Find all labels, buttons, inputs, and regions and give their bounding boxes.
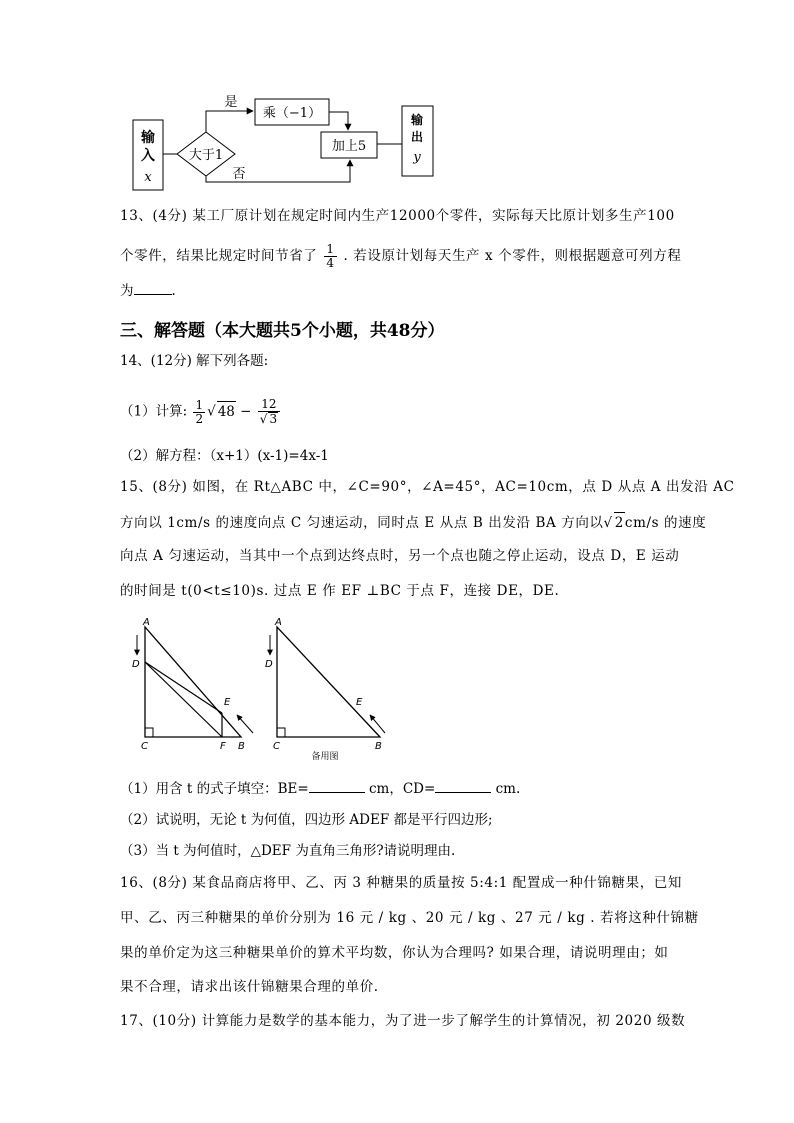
q14-title: 14、(12分) 解下列各题: xyxy=(120,353,269,369)
q14-sqrt3: 3 xyxy=(269,412,278,426)
flowchart-add-text: 加上5 xyxy=(331,139,367,154)
flowchart-output-char2: 出 xyxy=(410,130,424,144)
q15-line2-b: cm/s 的速度 xyxy=(624,515,707,531)
q14-frac-num: 12 xyxy=(258,398,280,412)
flowchart-input-char2: 入 xyxy=(141,148,155,164)
fig2-label-B: B xyxy=(375,741,382,752)
flowchart-input-char1: 输 xyxy=(141,130,155,146)
q14-part1-label: （1）计算: xyxy=(120,403,188,420)
q15-be-blank[interactable] xyxy=(309,792,365,793)
q15-spare-figure xyxy=(265,617,385,762)
q15-cd-blank[interactable] xyxy=(435,792,491,793)
q15-sub1-c: cm. xyxy=(495,781,521,797)
flowchart-output-char1: 输 xyxy=(410,113,424,127)
q14-sqrt48: 48 xyxy=(217,401,236,422)
q13-line3-b: . xyxy=(171,283,176,299)
q14-radical-sign-2: √ xyxy=(259,412,268,426)
q14-half xyxy=(193,399,205,426)
q15-line1: 15、(8分) 如图，在 Rt△ABC 中，∠C=90°，∠A=45°，AC=10cm，点 D 从点 A 出发沿 AC xyxy=(120,479,735,495)
q16-line1: 16、(8分) 某食品商店将甲、乙、丙 3 种糖果的质量按 5:4:1 配置成一种什锦糖果，已知 xyxy=(120,875,683,891)
q13-line2 xyxy=(120,243,681,270)
q15-figures xyxy=(125,615,405,765)
q16-line4: 果不合理，请求出该什锦糖果合理的单价. xyxy=(120,979,379,995)
q15-sqrt2: 2 xyxy=(614,512,625,533)
q13-answer-blank[interactable] xyxy=(134,294,172,295)
q14-frac-den xyxy=(258,412,280,426)
flowchart-no-label: 否 xyxy=(232,167,246,182)
q15-sub2: （2）试说明，无论 t 为何值，四边形 ADEF 都是平行四边形; xyxy=(120,812,493,828)
fig2-label-E: E xyxy=(356,697,363,708)
q13-line3-a: 为 xyxy=(120,283,134,299)
q13-line1: 13、(4分) 某工厂原计划在规定时间内生产12000个零件，实际每天比原计划多生产100 xyxy=(120,208,675,224)
q13-line2-a: 个零件，结果比规定时间节省了 xyxy=(120,248,318,264)
q15-line2 xyxy=(120,512,706,533)
fig1-label-F: F xyxy=(220,741,226,752)
spare-figure-caption: 备用图 xyxy=(311,752,339,762)
q16-line3: 果的单价定为这三种糖果单价的算术平均数，你认为合理吗? 如果合理，请说明理由；如 xyxy=(120,945,669,961)
q15-line4: 的时间是 t(0<t≤10)s. 过点 E 作 EF ⊥BC 于点 F，连接 DE，DE. xyxy=(120,583,560,599)
q15-sub3: （3）当 t 为何值时，△DEF 为直角三角形?请说明理由. xyxy=(120,843,456,859)
q14-half-den: 2 xyxy=(195,411,204,426)
q14-minus: − xyxy=(240,403,252,420)
flowchart-yes-label: 是 xyxy=(224,95,238,110)
flowchart-output-var: y xyxy=(413,150,421,165)
q14-part2: （2）解方程：（x+1）(x-1)=4x-1 xyxy=(120,448,329,464)
flowchart-condition: 大于1 xyxy=(188,148,224,163)
q15-line3: 向点 A 匀速运动，当其中一个点到达终点时，另一个点也随之停止运动，设点 D，E 运动 xyxy=(120,548,680,564)
q15-sub1-b: cm，CD= xyxy=(368,781,436,797)
fig1-label-E: E xyxy=(224,697,231,708)
q15-sub1-a: （1）用含 t 的式子填空：BE= xyxy=(120,781,309,797)
flowchart xyxy=(125,92,445,198)
fig2-label-D: D xyxy=(265,659,273,670)
q13-line2-b: . 若设原计划每天生产 x 个零件，则根据题意可列方程 xyxy=(343,248,682,264)
flowchart-input-var: x xyxy=(144,170,152,185)
q14-radical-sign: √ xyxy=(207,403,216,420)
q14-fraction xyxy=(258,398,280,426)
q15-line2-a: 方向以 1cm/s 的速度向点 C 匀速运动，同时点 E 从点 B 出发沿 BA 方向以 xyxy=(120,515,604,531)
fig1-label-B: B xyxy=(238,741,245,752)
fig1-label-C: C xyxy=(141,741,148,752)
fig2-label-A: A xyxy=(275,617,282,628)
fig2-label-C: C xyxy=(273,741,280,752)
q13-frac-den: 4 xyxy=(326,256,335,270)
q13-fraction xyxy=(324,243,336,270)
q13-frac-num: 1 xyxy=(326,242,335,256)
q15-radical-sign: √ xyxy=(603,515,613,531)
q14-part1 xyxy=(120,398,282,426)
fig1-label-D: D xyxy=(132,659,140,670)
q15-main-figure xyxy=(132,617,253,752)
flowchart-multiply-text: 乘（−1） xyxy=(262,106,322,121)
q17-line1: 17、(10分) 计算能力是数学的基本能力，为了进一步了解学生的计算情况，初 2020 级数 xyxy=(120,1013,686,1029)
q15-sub1 xyxy=(120,779,520,799)
q16-line2: 甲、乙、丙三种糖果的单价分别为 16 元 / kg 、20 元 / kg 、27 元 / kg . 若将这种什锦糖 xyxy=(120,910,699,926)
q14-half-num: 1 xyxy=(195,397,204,412)
section-3-title: 三、解答题（本大题共5个小题，共48分） xyxy=(120,321,445,341)
fig1-label-A: A xyxy=(143,617,150,628)
q13-line3 xyxy=(120,281,176,301)
